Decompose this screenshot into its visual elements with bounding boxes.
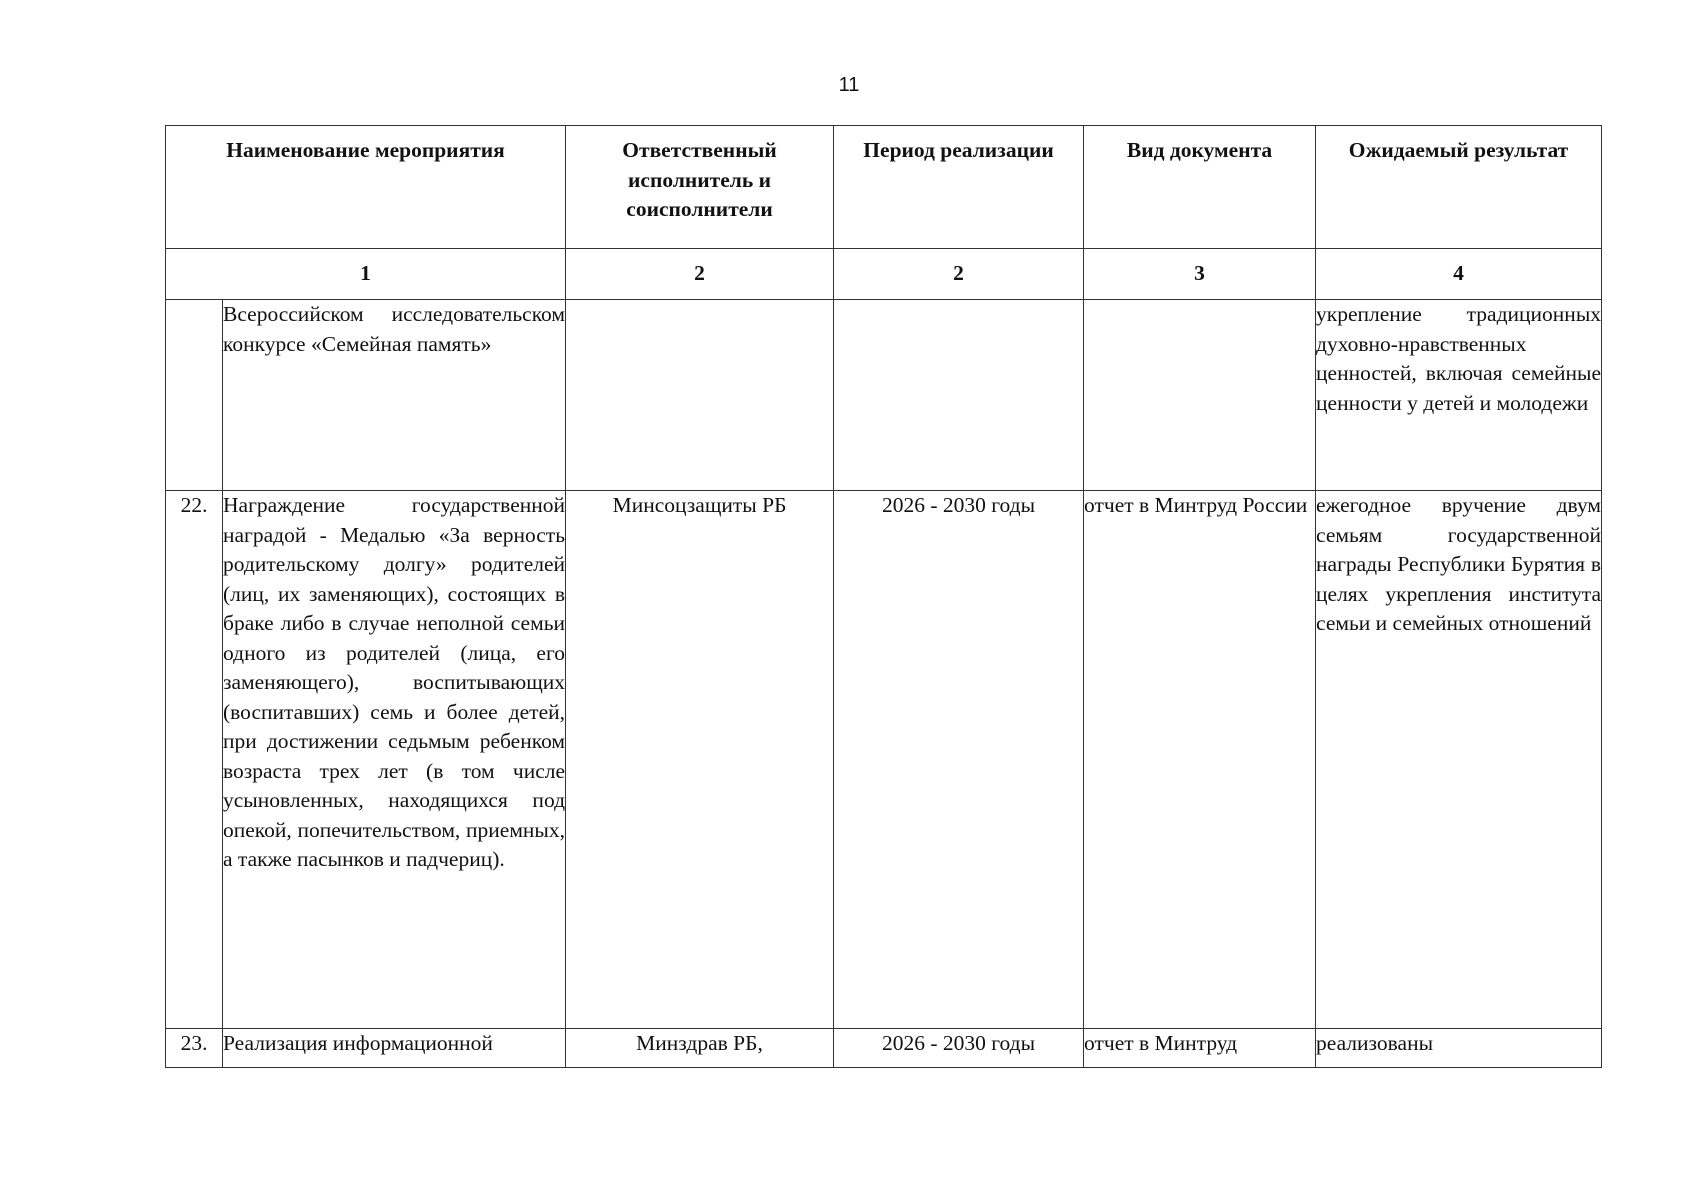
executor-cell xyxy=(566,300,834,491)
row-number xyxy=(166,300,223,491)
activities-table xyxy=(165,125,1602,1068)
header-executor: Ответственный исполнитель и соисполнители xyxy=(566,126,834,249)
column-number: 2 xyxy=(566,249,834,300)
document-cell: отчет в Минтруд России xyxy=(1084,491,1316,1029)
header-expected-result: Ожидаемый результат xyxy=(1316,126,1602,249)
period-cell: 2026 - 2030 годы xyxy=(834,491,1084,1029)
row-number: 22. xyxy=(166,491,223,1029)
header-period: Период реализации xyxy=(834,126,1084,249)
period-cell xyxy=(834,300,1084,491)
column-number-row xyxy=(166,249,1602,300)
header-activity-name: Наименование мероприятия xyxy=(166,126,566,249)
table-row xyxy=(166,491,1602,1029)
row-number: 23. xyxy=(166,1029,223,1068)
result-cell: укрепление традиционных духовно-нравственных ценностей, включая семейные ценности у детей и молодежи xyxy=(1316,300,1602,491)
result-cell: ежегодное вручение двум семьям государственной награды Республики Бурятия в целях укрепления института семьи и семейных отношений xyxy=(1316,491,1602,1029)
column-number: 1 xyxy=(166,249,566,300)
column-number: 3 xyxy=(1084,249,1316,300)
table-row xyxy=(166,1029,1602,1068)
executor-cell: Минздрав РБ, xyxy=(566,1029,834,1068)
document-cell: отчет в Минтруд xyxy=(1084,1029,1316,1068)
column-number: 2 xyxy=(834,249,1084,300)
result-cell: реализованы xyxy=(1316,1029,1602,1068)
page-number: 11 xyxy=(838,74,860,96)
column-number: 4 xyxy=(1316,249,1602,300)
document-cell xyxy=(1084,300,1316,491)
executor-cell: Минсоцзащиты РБ xyxy=(566,491,834,1029)
activity-name: Реализация информационной xyxy=(223,1029,566,1068)
period-cell: 2026 - 2030 годы xyxy=(834,1029,1084,1068)
header-document-type: Вид документа xyxy=(1084,126,1316,249)
table-row xyxy=(166,300,1602,491)
activity-name: Награждение государственной наградой - Медалью «За верность родительскому долгу» родителей (лиц, их заменяющих), состоящих в браке либо в случае неполной семьи одного из родителей (лица, его заменяющего), воспитывающих (воспитавших) семь и более детей, при достижении седьмым ребенком возраста трех лет (в том числе усыновленных, находящихся под опекой, попечительством, приемных, а также пасынков и падчериц). xyxy=(223,491,566,1029)
table-header-row xyxy=(166,126,1602,249)
activity-name: Всероссийском исследовательском конкурсе «Семейная память» xyxy=(223,300,566,491)
